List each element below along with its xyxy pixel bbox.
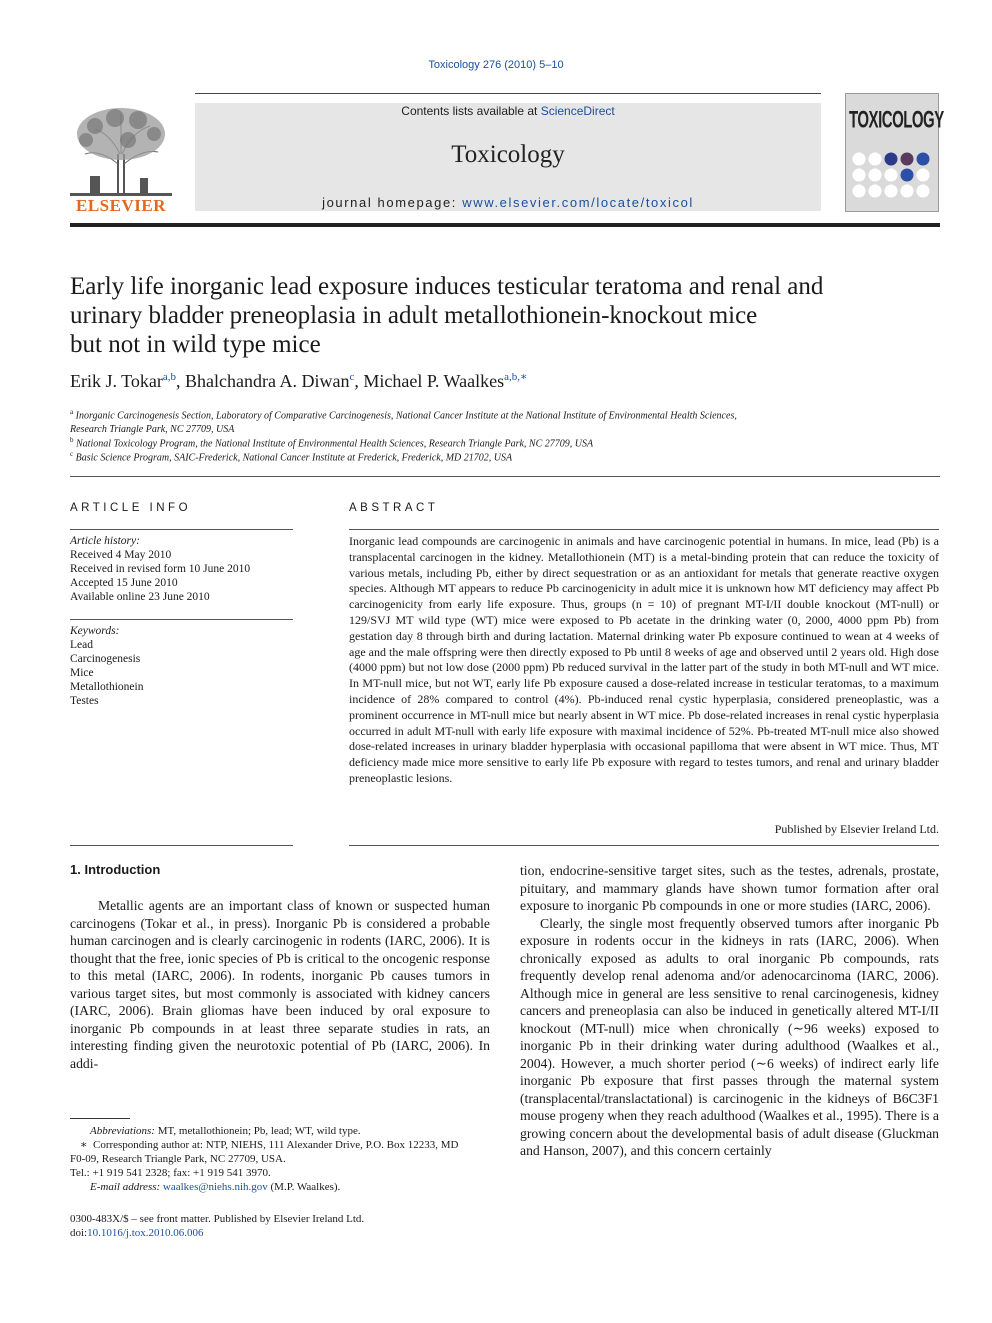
issn-doi — [70, 1212, 490, 1240]
divider — [70, 476, 940, 477]
affiliation-mark: a — [70, 408, 74, 416]
article-history — [70, 534, 295, 604]
email-label: E-mail address: — [90, 1181, 161, 1193]
journal-homepage-line — [195, 195, 821, 210]
author-separator: , — [176, 371, 186, 391]
keyword: Metallothionein — [70, 681, 144, 693]
elsevier-logo[interactable] — [70, 104, 172, 216]
author-name[interactable]: Michael P. Waalkes — [363, 371, 505, 391]
journal-cover-thumbnail[interactable] — [845, 93, 944, 212]
affiliation-text: National Toxicology Program, the National Institute of Environmental Health Sciences, Research Triangle Park, NC 27709, USA — [76, 438, 594, 450]
abbrev-label: Abbreviations: — [90, 1125, 155, 1137]
header-rule-thick — [70, 223, 940, 227]
intro-paragraph: tion, endocrine-sensitive target sites, such as the testes, adrenals, prostate, pituitary, and mammary glands have shown tumor formation after oral exposure to inorganic Pb compounds in one or more studies (IARC, 2006). — [520, 863, 939, 913]
keywords — [70, 624, 295, 708]
homepage-prefix: journal homepage: — [322, 195, 463, 210]
history-label: Article history: — [70, 535, 140, 547]
intro-heading: 1. Introduction — [70, 862, 161, 877]
corresponding-line: Corresponding author at: NTP, NIEHS, 111 Alexander Drive, P.O. Box 12233, MD — [92, 1139, 459, 1151]
sciencedirect-link[interactable]: ScienceDirect — [540, 104, 615, 118]
author-separator: , — [354, 371, 364, 391]
title-line: urinary bladder preneoplasia in adult metallothionein-knockout mice — [70, 302, 758, 329]
author-name[interactable]: Bhalchandra A. Diwan — [185, 371, 350, 391]
abbreviations-note — [70, 1124, 490, 1138]
affiliation-c — [70, 447, 940, 465]
email-suffix: (M.P. Waalkes). — [270, 1181, 341, 1193]
abstract-heading: ABSTRACT — [349, 502, 439, 514]
corresponding-line: Tel.: +1 919 541 2328; fax: +1 919 541 3970. — [70, 1167, 271, 1179]
journal-citation[interactable]: Toxicology 276 (2010) 5–10 — [428, 59, 564, 71]
divider — [70, 529, 293, 530]
divider — [70, 619, 293, 620]
publisher-note: Published by Elsevier Ireland Ltd. — [774, 822, 939, 836]
affiliation-text: Inorganic Carcinogenesis Section, Laboratory of Comparative Carcinogenesis, National Cancer Institute at the National Institute of Environmental Health Sciences, — [75, 410, 737, 422]
divider — [70, 845, 293, 846]
intro-right-column — [520, 862, 939, 1160]
journal-banner — [195, 103, 821, 211]
divider — [349, 529, 939, 530]
cover-dots-icon — [850, 150, 936, 208]
author-list — [70, 370, 940, 392]
doi-line — [70, 1226, 490, 1240]
author-affiliation-mark[interactable]: a,b — [162, 371, 177, 383]
keyword: Mice — [70, 667, 94, 679]
doi-link[interactable]: 10.1016/j.tox.2010.06.006 — [87, 1227, 204, 1239]
corresponding-mark: ∗ — [80, 1139, 88, 1151]
keyword: Carcinogenesis — [70, 653, 141, 665]
abbrev-text: MT, metallothionein; Pb, lead; WT, wild type. — [157, 1125, 361, 1137]
keywords-label: Keywords: — [70, 625, 120, 637]
history-item: Received 4 May 2010 — [70, 549, 172, 561]
abstract-text: Inorganic lead compounds are carcinogenic in animals and have carcinogenic potential in humans. In mice, lead (Pb) is a transplacental carcinogen in the kidney. Metallothionein (MT) is a metal-binding protein that can reduce the toxicity of various metals, including Pb, either by direct sequestration or as an antioxidant for metals that generate reactive oxygen species. Although MT appears to reduce Pb carcinogenicity in adult mice it is unknown how MT deficiency may affect Pb carcinogenicity from early life exposure. Thus, groups (n = 10) of pregnant MT-I/II double knockout (MT-null) or 129/SVJ MT wild type (WT) mice were exposed to Pb acetate in the drinking water (0, 2000, 4000 ppm Pb) from gestation day 8 through birth and during lactation. Maternal drinking water Pb exposure continued to wean at 4 weeks of age and the male offspring were then directly exposed to Pb until 8 weeks of age and observed until 2 years old. High dose (4000 ppm) but not low dose (2000 ppm) Pb reduced survival in the latter part of the study in both MT-null and WT mice. In MT-null mice, but not WT, early life Pb exposure caused a dose-related increase in testicular teratomas, to a maximum incidence of 28% compared to control (4%). Pb-induced renal cystic hyperplasia, considered preneoplastic, was a prominent occurrence in MT-null mice but nearly absent in WT mice. Pb dose-related increases in renal cystic hyperplasia occurred in adult MT-null with early life exposure with maximal incidence of 52%. Pb-treated MT-null mice also showed dose-related increases in urinary bladder hyperplasia with occasional papilloma that were absent in WT mice. Thus, MT deficiency made mice more sensitive to early life Pb exposure with regard to testes tumors, and renal and urinary bladder preneoplastic lesions. — [349, 534, 939, 785]
author-affiliation-mark[interactable]: a,b,∗ — [504, 371, 528, 383]
elsevier-wordmark: ELSEVIER — [76, 196, 166, 215]
title-line: but not in wild type mice — [70, 331, 321, 358]
author-name[interactable]: Erik J. Tokar — [70, 371, 163, 391]
contents-prefix: Contents lists available at — [401, 104, 541, 118]
email-note — [70, 1180, 490, 1194]
title-line: Early life inorganic lead exposure induces testicular teratoma and renal and — [70, 273, 824, 300]
footnote-rule — [70, 1118, 130, 1119]
journal-title: Toxicology — [451, 141, 565, 168]
elsevier-tree-icon — [70, 104, 172, 196]
author-affiliation-mark[interactable]: c — [349, 371, 355, 383]
email-link[interactable]: waalkes@niehs.nih.gov — [162, 1181, 268, 1193]
history-item: Available online 23 June 2010 — [70, 591, 210, 603]
intro-left-paragraph: Metallic agents are an important class of known or suspected human carcinogens (Tokar et al., in press). Inorganic Pb is considered a probable human carcinogen and is clearly carcinogenic in rodents (IARC, 2006). It is thought that the free, ionic species of Pb is critical to the oncogenic response to this metal (IARC, 2006). In rodents, inorganic Pb causes tumors in various target sites, but most commonly is associated with kidney cancers (IARC, 2006). Brain gliomas have been induced by oral exposure to inorganic Pb compounds in at least three separate studies in rats, an interesting finding given the neurotoxic potential of Pb (IARC, 2006). In addi- — [70, 898, 490, 1071]
article-title — [70, 272, 940, 359]
corresponding-note — [70, 1138, 490, 1152]
history-item: Accepted 15 June 2010 — [70, 577, 178, 589]
affiliation-text: Research Triangle Park, NC 27709, USA — [70, 424, 235, 436]
divider — [349, 845, 939, 846]
doi-prefix: doi: — [70, 1227, 88, 1239]
keyword: Testes — [70, 695, 99, 707]
journal-homepage-link[interactable]: www.elsevier.com/locate/toxicol — [462, 195, 694, 210]
issn-line: 0300-483X/$ – see front matter. Published by Elsevier Ireland Ltd. — [70, 1213, 365, 1225]
header-rule-top — [195, 93, 821, 94]
cover-title: TOXICOLOGY — [849, 106, 944, 135]
history-item: Received in revised form 10 June 2010 — [70, 563, 251, 575]
article-info-heading: ARTICLE INFO — [70, 502, 192, 514]
footnotes — [70, 1124, 490, 1194]
contents-available-line — [195, 104, 821, 118]
affiliation-text: Basic Science Program, SAIC-Frederick, National Cancer Institute at Frederick, Frederick, MD 21702, USA — [75, 452, 513, 464]
intro-paragraph: Clearly, the single most frequently observed tumors after inorganic Pb exposure in rodents occur in the kidneys in rats (IARC, 2006). When chronically exposed as adults to oral inorganic Pb compounds, rats frequently develop renal adenoma and/or adenocarcinoma (IARC, 2006). Although mice in general are less sensitive to renal carcinogenesis, kidney cancers and preneoplasia can also be induced in genetically altered MT-I/II knockout (MT-null) mice when chronically (∼96 weeks) exposed to inorganic Pb in their drinking water during adulthood (Waalkes et al., 2004). However, a much shorter period (∼6 weeks) of indirect early life inorganic Pb exposure that first passes through the maternal system (transplacental/translactational) is carcinogenic in the kidneys of B6C3F1 mouse progeny when they reach adulthood (Waalkes et al., 1995). There is a growing concern about the developmental basis of adult disease (Gluckman and Hanson, 2007), and this concern certainly — [520, 915, 939, 1158]
affiliation-mark: c — [70, 450, 74, 458]
corresponding-line: F0-09, Research Triangle Park, NC 27709, USA. — [70, 1153, 286, 1165]
keyword: Lead — [70, 639, 93, 651]
affiliation-mark: b — [70, 436, 74, 444]
